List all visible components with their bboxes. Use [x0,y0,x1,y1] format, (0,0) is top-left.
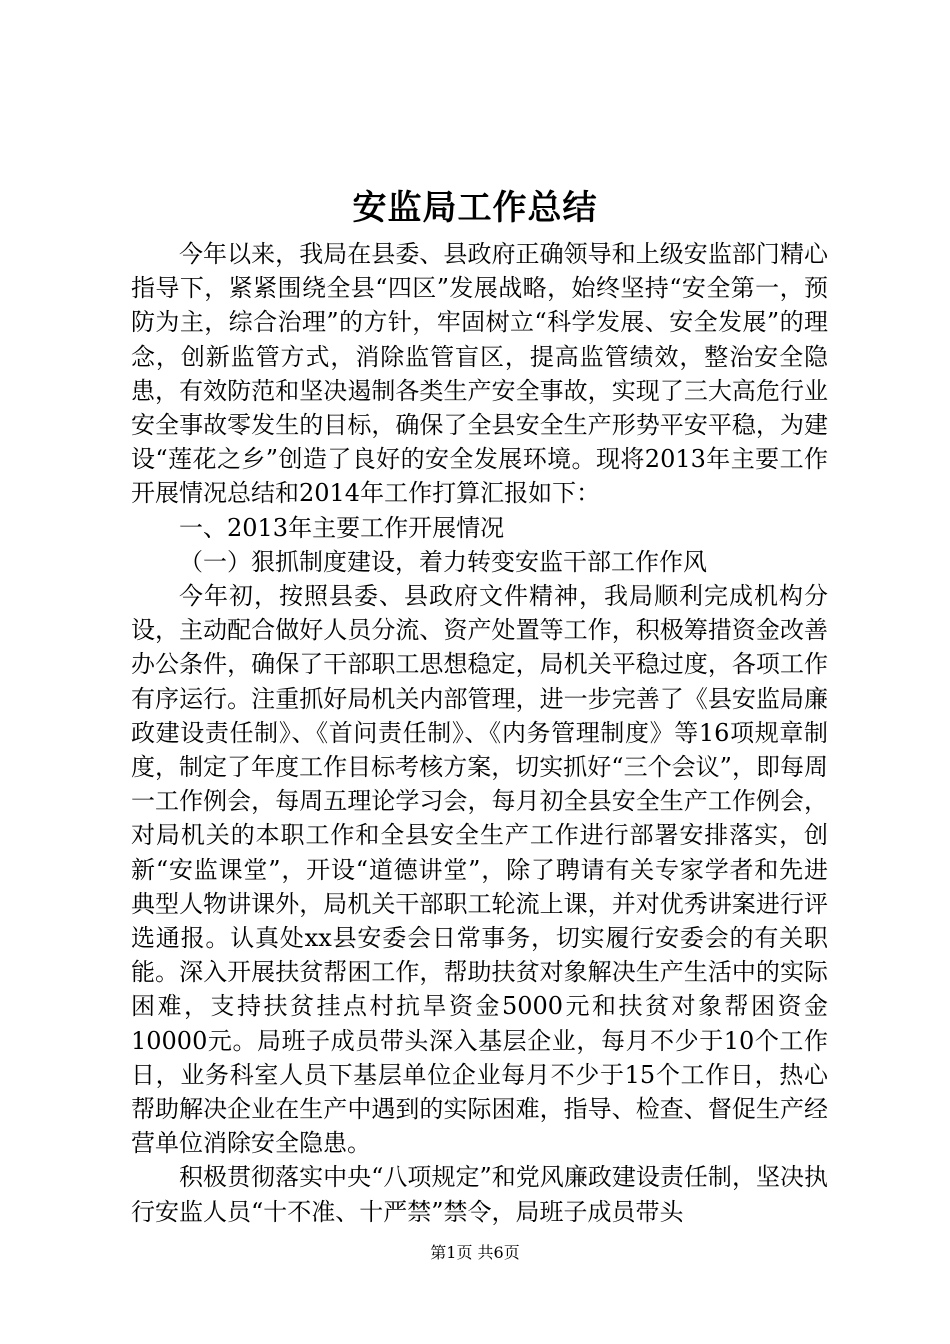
document-title: 安监局工作总结 [352,188,598,228]
paragraph-eight-rules: 积极贯彻落实中央“八项规定”和党风廉政建设责任制，坚决执行安监人员“十不准、十严禁”禁令，局班子成员带头 [131,1163,828,1226]
page-number-footer: 第1页 共6页 [430,1243,520,1262]
paragraph-institution-building: 今年初，按照县委、县政府文件精神，我局顺利完成机构分设，主动配合做好人员分流、资产处置等工作，积极筹措资金改善办公条件，确保了干部职工思想稳定，局机关平稳过度，各项工作有序运行。注重抓好局机关内部管理，进一步完善了《县安监局廉政建设责任制》、《首问责任制》、《内务管理制度》等16项规章制度，制定了年度工作目标考核方案，切实抓好“三个会议”，即每周一工作例会，每周五理论学习会，每月初全县安全生产工作例会，对局机关的本职工作和全县安全生产工作进行部署安排落实，创新“安监课堂”，开设“道德讲堂”，除了聘请有关专家学者和先进典型人物讲课外，局机关干部职工轮流上课，并对优秀讲案进行评选通报。认真处xx县安委会日常事务，切实履行安委会的有关职能。深入开展扶贫帮困工作，帮助扶贫对象解决生产生活中的实际困难，支持扶贫挂点村抗旱资金5000元和扶贫对象帮困资金10000元。局班子成员带头深入基层企业，每月不少于10个工作日，业务科室人员下基层单位企业每月不少于15个工作日，热心帮助解决企业在生产中遇到的实际困难，指导、检查、督促生产经营单位消除安全隐患。 [131,582,828,1158]
document-body [131,237,828,1229]
subsection-heading-1: （一）狠抓制度建设，着力转变安监干部工作作风 [179,547,707,576]
section-heading-1: 一、2013年主要工作开展情况 [179,513,505,542]
paragraph-intro: 今年以来，我局在县委、县政府正确领导和上级安监部门精心指导下，紧紧围绕全县“四区”发展战略，始终坚持“安全第一，预防为主，综合治理”的方针，牢固树立“科学发展、安全发展”的理念，创新监管方式，消除监管盲区，提高监管绩效，整治安全隐患，有效防范和坚决遏制各类生产安全事故，实现了三大高危行业安全事故零发生的目标，确保了全县安全生产形势平安平稳，为建设“莲花之乡”创造了良好的安全发展环境。现将2013年主要工作开展情况总结和2014年工作打算汇报如下： [131,240,828,508]
